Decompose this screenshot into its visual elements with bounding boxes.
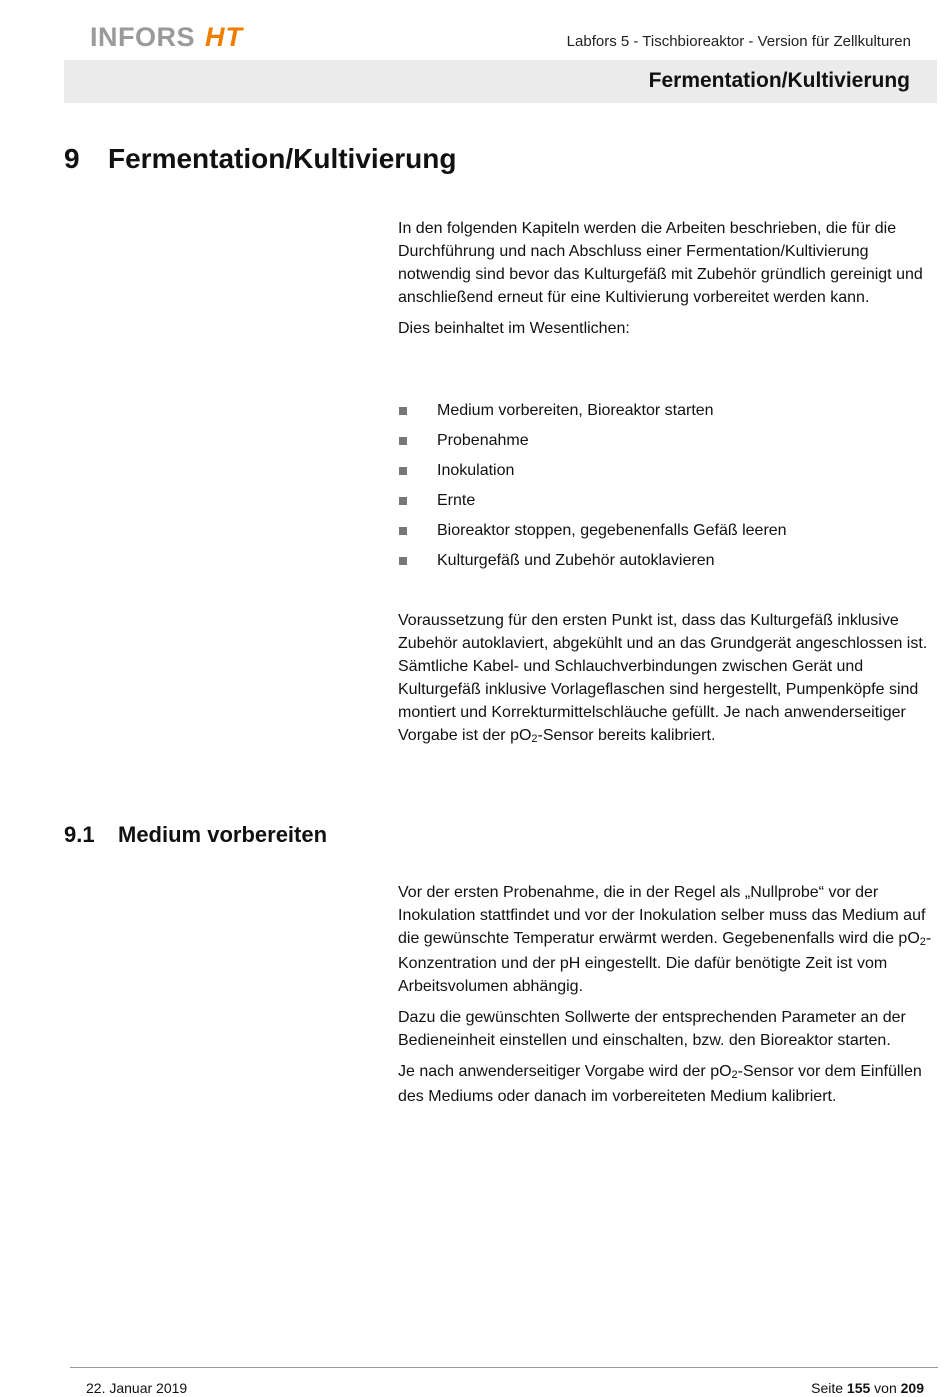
- section-heading: [64, 822, 327, 848]
- page-number: Seite 155 von 209: [811, 1380, 924, 1396]
- section-header-title: Fermentation/Kultivierung: [648, 69, 910, 92]
- section-number: 9.1: [64, 822, 95, 847]
- bullet-square-icon: [399, 437, 407, 445]
- prerequisite-paragraph: Voraussetzung für den ersten Punkt ist, dass das Kulturgefäß inklusive Zubehör autoklaviert, abgekühlt und an das Grundgerät angeschlossen ist. Sämtliche Kabel- und Schlauchverbindungen zwischen Gerät und Kulturgefäß inklusive Vorlageflaschen sind hergestellt, Pumpenköpfe sind montiert und Korrekturmittelschläuche gefüllt. Je nach anwenderseitiger Vorgabe ist der $pO_2$-Sensor bereits kalibriert.: [398, 612, 928, 745]
- list-item: Kulturgefäß und Zubehör autoklavieren: [398, 549, 933, 579]
- list-item: Medium vorbereiten, Bioreaktor starten: [398, 399, 933, 429]
- footer-divider: [70, 1367, 938, 1368]
- list-item: Probenahme: [398, 429, 933, 459]
- intro-paragraph: In den folgenden Kapiteln werden die Arbeiten beschrieben, die für die Durchführung und nach Abschluss einer Fermentation/Kultivierung notwendig sind bevor das Kulturgefäß mit Zubehör gründlich gereinigt und anschließend erneut für eine Kultivierung vorbereitet werden kann.: [398, 220, 923, 306]
- chapter-heading: [64, 143, 456, 175]
- bullet-square-icon: [399, 527, 407, 535]
- bullet-square-icon: [399, 497, 407, 505]
- bullet-square-icon: [399, 407, 407, 415]
- section-body: [398, 881, 933, 1116]
- section-header-bar: [64, 60, 937, 103]
- document-title: Labfors 5 - Tischbioreaktor - Version für Zellkulturen: [566, 33, 911, 50]
- section-paragraph-2: Dazu die gewünschten Sollwerte der entsprechenden Parameter an der Bedieneinheit einstellen und einschalten, bzw. den Bioreaktor starten.: [398, 1009, 906, 1049]
- task-list: [398, 399, 933, 579]
- section-paragraph-1: Vor der ersten Probenahme, die in der Regel als „Nullprobe“ vor der Inokulation stattfindet und vor der Inokulation selber muss das Medium auf die gewünschte Temperatur erwärmt werden. Gegebenenfalls wird die $pO_2$-Konzentration und der pH eingestellt. Die dafür benötigte Zeit ist vom Arbeitsvolumen abhängig.: [398, 884, 932, 995]
- logo-brand: INFORS: [90, 22, 196, 52]
- chapter-number: 9: [64, 143, 80, 174]
- list-item: Inokulation: [398, 459, 933, 489]
- list-item: Bioreaktor stoppen, gegebenenfalls Gefäß leeren: [398, 519, 933, 549]
- infors-logo: [90, 22, 243, 53]
- chapter-title: Fermentation/Kultivierung: [108, 143, 457, 174]
- list-item: Ernte: [398, 489, 933, 519]
- chapter-intro: [398, 217, 933, 348]
- section-title: Medium vorbereiten: [118, 822, 328, 847]
- intro-lead: Dies beinhaltet im Wesentlichen:: [398, 320, 630, 337]
- logo-mark: HT: [205, 22, 244, 52]
- footer-date: 22. Januar 2019: [86, 1380, 188, 1396]
- section-paragraph-3: Je nach anwenderseitiger Vorgabe wird der $pO_2$-Sensor vor dem Einfüllen des Mediums oder danach im vorbereiteten Medium kalibriert.: [398, 1063, 922, 1105]
- bullet-square-icon: [399, 557, 407, 565]
- bullet-square-icon: [399, 467, 407, 475]
